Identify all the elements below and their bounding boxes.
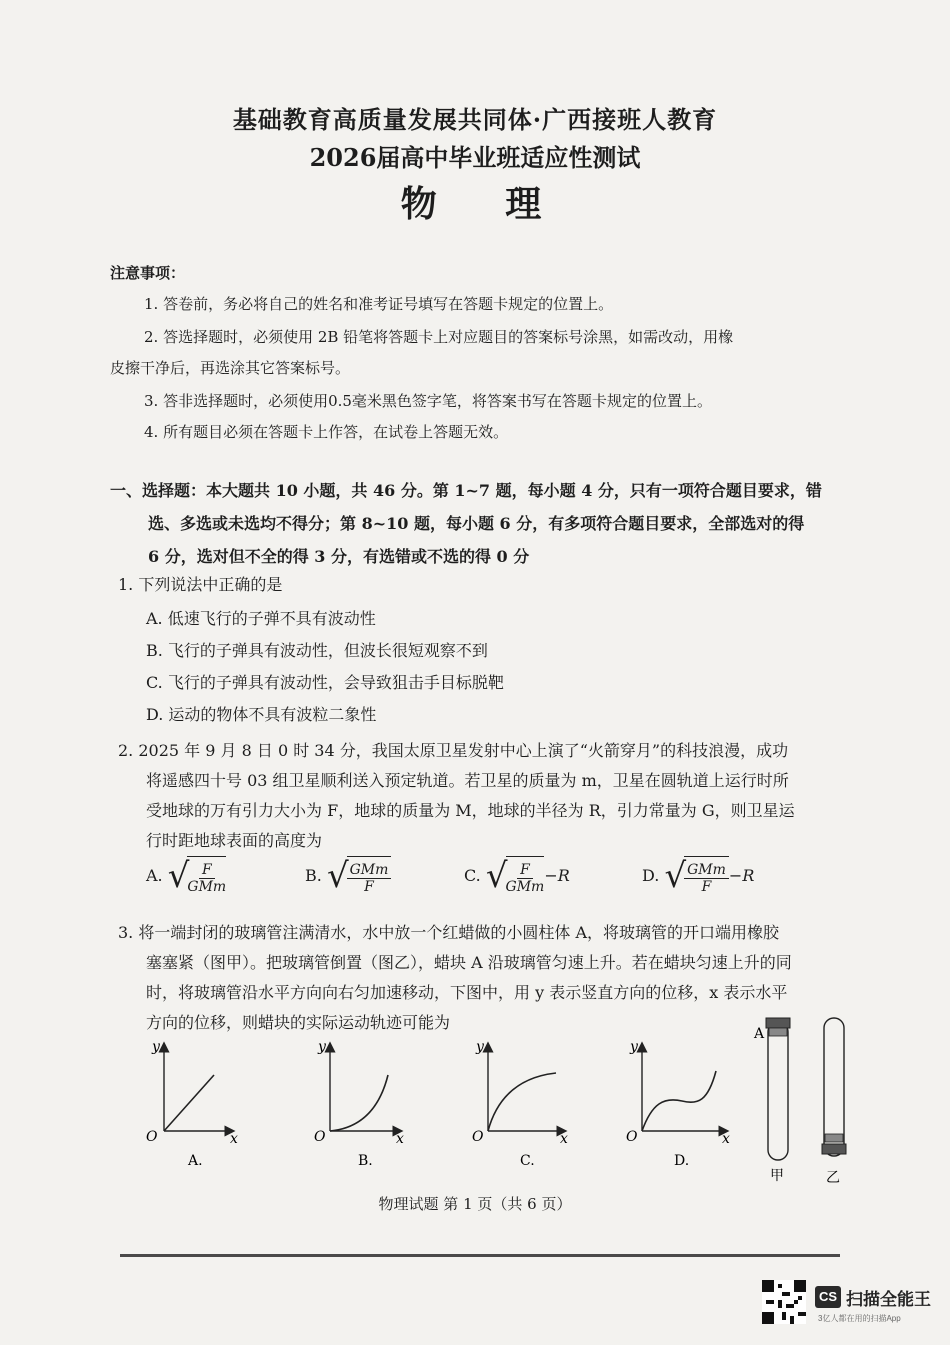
q2-stem: 2. 2025 年 9 月 8 日 0 时 34 分，我国太原卫星发射中心上演了“火箭穿月”的科技浪漫，成功 将遥感四十号 03 组卫星顺利送入预定轨道。若卫星的质量为 m，卫星在圆轨道上运行时所 受地球的万有引力大小为 F，地球的质量为 M，地球的半径为 R，引力常量为 G，则卫星运 行时距地球表面的高度为 <box>118 741 795 850</box>
axis-y-label: y <box>630 1039 638 1055</box>
axis-x-label: x <box>560 1131 568 1147</box>
wax-block-label: A <box>754 1026 765 1042</box>
q2-option-b: B. √ $\frac{\text{GMm}}{F}$ <box>305 856 391 895</box>
axis-x-label: x <box>230 1131 238 1147</box>
axis-y-label: y <box>476 1039 484 1055</box>
axis-x-label: x <box>396 1131 404 1147</box>
q1-option-d: D. 运动的物体不具有波粒二象性 <box>146 705 377 724</box>
q1-option-a: A. 低速飞行的子弹不具有波动性 <box>146 609 376 628</box>
note-item-2-cont: 皮擦干净后，再选涂其它答案标号。 <box>110 359 351 377</box>
origin-label: O <box>472 1129 484 1145</box>
q2-option-c: C. √ $\frac{F}{\text{GMm}}$ −R <box>464 855 570 896</box>
glass-tubes-figure <box>750 1010 860 1190</box>
axis-y-label: y <box>318 1039 326 1055</box>
camscanner-logo-icon: CS <box>815 1286 841 1308</box>
camscanner-tagline: 3亿人都在用的扫描App <box>818 1314 901 1323</box>
scan-edge-line <box>120 1254 840 1257</box>
subject-title: 物 理 <box>400 183 570 225</box>
tube-jia <box>753 1018 790 1184</box>
q3-stem: 3. 将一端封闭的玻璃管注满清水，水中放一个红蜡做的小圆柱体 A，将玻璃管的开口端用橡胶 塞塞紧（图甲）。把玻璃管倒置（图乙），蜡块 A 沿玻璃管匀速上升。若在蜡块匀速上升的同 时，将玻璃管沿水平方向向右匀加速移动，下图中，用 y 表示竖直方向的位移，x 表示水平 方向的位移，则蜡块的实际运动轨迹可能为 <box>118 923 792 1032</box>
note-item-4: 4. 所有题目必须在答题卡上作答，在试卷上答题无效。 <box>144 423 509 441</box>
origin-label: O <box>146 1129 158 1145</box>
graph-d <box>626 1039 730 1169</box>
section-1-instructions: 一、选择题：本大题共 10 小题，共 46 分。第 1~7 题，每小题 4 分，只有一项符合题目要求，错 选、多选或未选均不得分；第 8~10 题，每小题 6 分，有多项符合题目要求，全部选对的得 6 分，选对但不全的得 3 分，有选错或不选的得 0 分 <box>110 481 822 566</box>
q2-option-d: D. √ $\frac{\text{GMm}}{F}$ −R <box>642 855 755 896</box>
q3-graphs <box>130 1035 770 1175</box>
graph-c <box>472 1039 568 1169</box>
trajectory-line <box>164 1075 214 1131</box>
origin-label: O <box>314 1129 326 1145</box>
graph-label-b: B. <box>358 1153 373 1169</box>
page-footer: 物理试题 第 1 页（共 6 页） <box>378 1195 572 1213</box>
note-item-1: 1. 答卷前，务必将自己的姓名和准考证号填写在答题卡规定的位置上。 <box>144 295 614 313</box>
tube-yi <box>822 1018 846 1186</box>
q1-stem: 1. 下列说法中正确的是 <box>118 575 283 594</box>
note-item-3: 3. 答非选择题时，必须使用0.5毫米黑色签字笔，将答案书写在答题卡规定的位置上。 <box>144 392 712 410</box>
q2-option-a: A. √ $\frac{F}{\text{GMm}}$ <box>146 855 227 896</box>
graph-b <box>314 1039 404 1169</box>
tube-label-yi: 乙 <box>826 1170 840 1186</box>
notes-heading: 注意事项： <box>110 264 186 282</box>
note-item-2: 2. 答选择题时，必须使用 2B 铅笔将答题卡上对应题目的答案标号涂黑，如需改动，用橡 <box>144 328 734 346</box>
origin-label: O <box>626 1129 638 1145</box>
graph-label-d: D. <box>674 1153 690 1169</box>
tube-label-jia: 甲 <box>770 1168 784 1184</box>
q1-option-c: C. 飞行的子弹具有波动性，会导致狙击手目标脱靶 <box>146 673 504 692</box>
camscanner-name: 扫描全能王 <box>846 1290 931 1309</box>
exam-title: 2026届高中毕业班适应性测试 <box>309 143 641 172</box>
axis-y-label: y <box>152 1039 160 1055</box>
graph-label-a: A. <box>188 1153 203 1169</box>
axis-x-label: x <box>722 1131 730 1147</box>
qr-code-icon <box>762 1280 806 1324</box>
graph-a <box>146 1039 238 1169</box>
graph-label-c: C. <box>520 1153 535 1169</box>
exam-org-title: 基础教育高质量发展共同体·广西接班人教育 <box>232 105 718 134</box>
q1-option-b: B. 飞行的子弹具有波动性，但波长很短观察不到 <box>146 641 488 660</box>
